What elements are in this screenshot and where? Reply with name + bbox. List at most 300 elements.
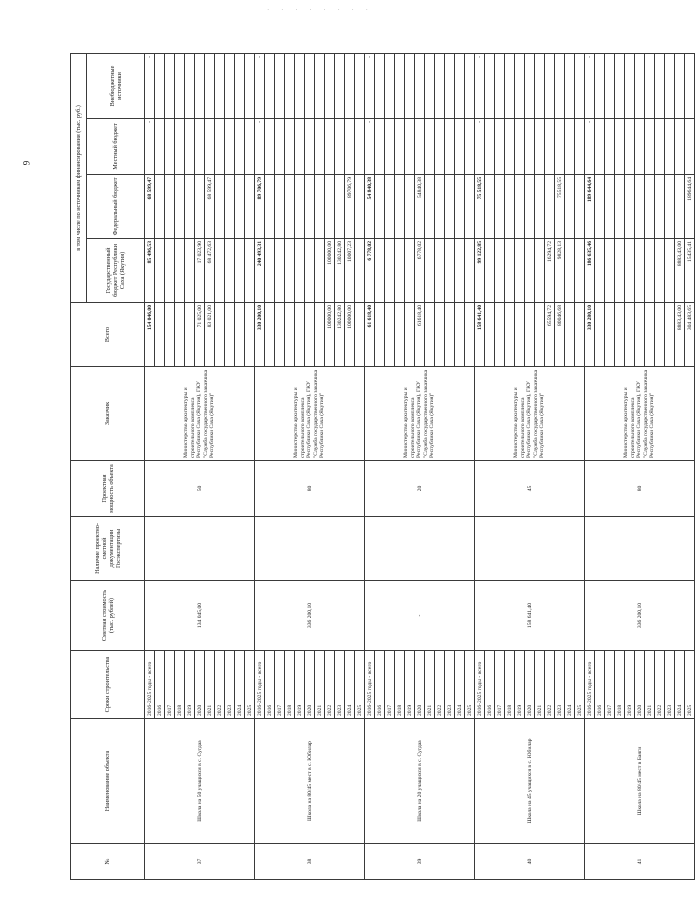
- amount-local-budget: [375, 119, 385, 175]
- amount-local-budget: [215, 119, 225, 175]
- period-cell: 2017: [275, 651, 285, 719]
- amount-federal-budget: [655, 175, 665, 239]
- amount-federal-budget: [335, 175, 345, 239]
- period-cell: 2022: [545, 651, 555, 719]
- amount-local-budget: [595, 119, 605, 175]
- period-cell: 2024: [675, 651, 685, 719]
- amount-total: [215, 303, 225, 367]
- expertise-cell: [255, 517, 365, 581]
- amount-republic-budget: 130242,80: [335, 239, 345, 303]
- amount-local-budget: [465, 119, 475, 175]
- amount-extrabudgetary: [185, 53, 195, 118]
- amount-republic-budget: [245, 239, 255, 303]
- amount-extrabudgetary: [205, 53, 215, 118]
- amount-federal-budget: 89706,79: [345, 175, 355, 239]
- period-cell: 2019: [185, 651, 195, 719]
- amount-federal-budget: [565, 175, 575, 239]
- amount-republic-budget: [235, 239, 245, 303]
- amount-republic-budget: 85 496,53: [145, 239, 155, 303]
- amount-total: [235, 303, 245, 367]
- period-cell: 2019: [625, 651, 635, 719]
- period-cell: 2019: [405, 651, 415, 719]
- budget-table: [70, 53, 695, 880]
- estimated-cost: 336 200,10: [255, 581, 365, 651]
- amount-federal-budget: [485, 175, 495, 239]
- amount-republic-budget: [455, 239, 465, 303]
- amount-republic-budget: 17 023,90: [195, 239, 205, 303]
- amount-total: [595, 303, 605, 367]
- table-body: [145, 53, 695, 879]
- amount-extrabudgetary: [165, 53, 175, 118]
- amount-republic-budget: [505, 239, 515, 303]
- amount-republic-budget: 68 472,63: [205, 239, 215, 303]
- amount-federal-budget: [245, 175, 255, 239]
- amount-republic-budget: 6 778,02: [365, 239, 375, 303]
- amount-extrabudgetary: [445, 53, 455, 118]
- amount-local-budget: [395, 119, 405, 175]
- amount-republic-budget: [155, 239, 165, 303]
- amount-federal-budget: [265, 175, 275, 239]
- amount-republic-budget: [175, 239, 185, 303]
- period-cell: 2016: [155, 651, 165, 719]
- amount-local-budget: [575, 119, 585, 175]
- amount-extrabudgetary: [615, 53, 625, 118]
- amount-extrabudgetary: [465, 53, 475, 118]
- object-name: Школа на 20 учащихся в с. Сугдаа: [365, 719, 475, 844]
- period-cell: 2020: [195, 651, 205, 719]
- amount-local-budget: [175, 119, 185, 175]
- period-cell: 2025: [355, 651, 365, 719]
- design-capacity: 45: [475, 461, 585, 517]
- period-cell: 2017: [605, 651, 615, 719]
- amount-local-budget: [185, 119, 195, 175]
- amount-total: [385, 303, 395, 367]
- design-capacity: 80: [585, 461, 695, 517]
- period-cell: 2024: [345, 651, 355, 719]
- expertise-cell: [365, 517, 475, 581]
- period-cell: 2022: [655, 651, 665, 719]
- amount-extrabudgetary: -: [255, 53, 265, 118]
- amount-total: [615, 303, 625, 367]
- amount-extrabudgetary: [355, 53, 365, 118]
- amount-total: [155, 303, 165, 367]
- header-cost: Сметная стоимость (тыс. рублей): [71, 581, 145, 651]
- object-number: 38: [255, 844, 365, 880]
- amount-federal-budget: [435, 175, 445, 239]
- amount-republic-budget: 99 122,85: [475, 239, 485, 303]
- amount-total: [455, 303, 465, 367]
- amount-total: [395, 303, 405, 367]
- amount-republic-budget: [645, 239, 655, 303]
- expertise-cell: [145, 517, 255, 581]
- amount-republic-budget: [375, 239, 385, 303]
- amount-extrabudgetary: [655, 53, 665, 118]
- amount-republic-budget: [425, 239, 435, 303]
- object-total-row: [145, 53, 155, 879]
- amount-total: 8883,43,00: [675, 303, 685, 367]
- amount-federal-budget: [155, 175, 165, 239]
- amount-total: [175, 303, 185, 367]
- amount-total: [225, 303, 235, 367]
- amount-extrabudgetary: [425, 53, 435, 118]
- amount-total: [445, 303, 455, 367]
- header-fb: Федеральный бюджет: [87, 175, 145, 239]
- period-cell: 2025: [575, 651, 585, 719]
- design-capacity: 80: [255, 461, 365, 517]
- amount-federal-budget: [215, 175, 225, 239]
- period-cell: 2022: [325, 651, 335, 719]
- amount-extrabudgetary: [645, 53, 655, 118]
- amount-total: 80046,68: [555, 303, 565, 367]
- amount-extrabudgetary: [275, 53, 285, 118]
- amount-total: [625, 303, 635, 367]
- rotated-page: [70, 54, 693, 880]
- scan-top-marks: · · · · · · · ·: [267, 6, 373, 14]
- period-cell: 2023: [225, 651, 235, 719]
- period-cell: 2023: [665, 651, 675, 719]
- amount-federal-budget: [225, 175, 235, 239]
- amount-local-budget: [325, 119, 335, 175]
- amount-local-budget: [225, 119, 235, 175]
- amount-local-budget: [435, 119, 445, 175]
- amount-federal-budget: [545, 175, 555, 239]
- period-cell: 2021: [205, 651, 215, 719]
- amount-federal-budget: 54840,38: [415, 175, 425, 239]
- amount-total: [245, 303, 255, 367]
- amount-republic-budget: 6778,02: [415, 239, 425, 303]
- amount-local-budget: [265, 119, 275, 175]
- amount-extrabudgetary: [575, 53, 585, 118]
- amount-local-budget: [345, 119, 355, 175]
- amount-republic-budget: [485, 239, 495, 303]
- amount-extrabudgetary: [525, 53, 535, 118]
- amount-local-budget: [415, 119, 425, 175]
- amount-extrabudgetary: [385, 53, 395, 118]
- expertise-cell: [475, 517, 585, 581]
- period-cell: 2020: [635, 651, 645, 719]
- amount-federal-budget: [425, 175, 435, 239]
- amount-federal-budget: [185, 175, 195, 239]
- customer-cell: Министерство архитектуры и строительного комплекса Республики Саха (Якутия), ГКУ "Служба государственного заказчика Республики Саха (Якутия)": [475, 367, 585, 461]
- amount-republic-budget: 16294,72: [545, 239, 555, 303]
- amount-extrabudgetary: [675, 53, 685, 118]
- amount-local-budget: [355, 119, 365, 175]
- amount-extrabudgetary: [455, 53, 465, 118]
- amount-total: [485, 303, 495, 367]
- amount-federal-budget: [375, 175, 385, 239]
- amount-federal-budget: [505, 175, 515, 239]
- period-cell: 2023: [335, 651, 345, 719]
- amount-extrabudgetary: [155, 53, 165, 118]
- amount-extrabudgetary: [235, 53, 245, 118]
- amount-republic-budget: 186 635,46: [585, 239, 595, 303]
- header-period: Сроки строительства: [71, 651, 145, 719]
- amount-extrabudgetary: [225, 53, 235, 118]
- amount-local-budget: [315, 119, 325, 175]
- amount-local-budget: [645, 119, 655, 175]
- amount-federal-budget: [675, 175, 685, 239]
- amount-federal-budget: [575, 175, 585, 239]
- period-cell: 2024: [565, 651, 575, 719]
- amount-local-budget: [165, 119, 175, 175]
- amount-extrabudgetary: [605, 53, 615, 118]
- amount-local-budget: [155, 119, 165, 175]
- amount-total: [605, 303, 615, 367]
- amount-extrabudgetary: [635, 53, 645, 118]
- expertise-cell: [585, 517, 695, 581]
- period-cell: 2019: [515, 651, 525, 719]
- amount-republic-budget: 8883,43,00: [675, 239, 685, 303]
- estimated-cost: 336 200,10: [585, 581, 695, 651]
- amount-local-budget: [245, 119, 255, 175]
- amount-extrabudgetary: [595, 53, 605, 118]
- amount-extrabudgetary: [295, 53, 305, 118]
- amount-total: [275, 303, 285, 367]
- amount-extrabudgetary: -: [475, 53, 485, 118]
- amount-republic-budget: [565, 239, 575, 303]
- header-capacity: Проектная мощность объекта: [71, 461, 145, 517]
- amount-local-budget: [615, 119, 625, 175]
- amount-local-budget: [635, 119, 645, 175]
- amount-extrabudgetary: [555, 53, 565, 118]
- amount-extrabudgetary: [495, 53, 505, 118]
- amount-extrabudgetary: [315, 53, 325, 118]
- amount-total: [305, 303, 315, 367]
- amount-total: 330 200,10: [255, 303, 265, 367]
- header-name: Наименование объекта: [71, 719, 145, 844]
- estimated-cost: 134 045,00: [145, 581, 255, 651]
- amount-local-budget: [455, 119, 465, 175]
- amount-federal-budget: [515, 175, 525, 239]
- amount-federal-budget: [635, 175, 645, 239]
- amount-republic-budget: [595, 239, 605, 303]
- amount-local-budget: -: [145, 119, 155, 175]
- amount-total: 154 046,00: [145, 303, 155, 367]
- amount-local-budget: [565, 119, 575, 175]
- header-group: в том числе по источникам финансирования (тыс. руб.): [71, 53, 87, 302]
- period-cell: 2023: [445, 651, 455, 719]
- amount-total: [405, 303, 415, 367]
- amount-federal-budget: [315, 175, 325, 239]
- amount-federal-budget: [595, 175, 605, 239]
- amount-republic-budget: [385, 239, 395, 303]
- design-capacity: 50: [145, 461, 255, 517]
- amount-federal-budget: [385, 175, 395, 239]
- amount-local-budget: -: [365, 119, 375, 175]
- amount-total: [465, 303, 475, 367]
- period-cell: 2021: [315, 651, 325, 719]
- period-cell: 2017: [165, 651, 175, 719]
- amount-extrabudgetary: [415, 53, 425, 118]
- period-cell: 2022: [215, 651, 225, 719]
- page-number: 9: [21, 160, 32, 166]
- amount-republic-budget: [605, 239, 615, 303]
- amount-republic-budget: 240 493,31: [255, 239, 265, 303]
- period-cell: 2021: [425, 651, 435, 719]
- amount-republic-budget: [655, 239, 665, 303]
- period-cell: 2018: [175, 651, 185, 719]
- period-cell: 2018: [285, 651, 295, 719]
- amount-republic-budget: [305, 239, 315, 303]
- amount-republic-budget: 9828,13: [555, 239, 565, 303]
- amount-total: [315, 303, 325, 367]
- amount-extrabudgetary: [435, 53, 445, 118]
- period-cell: 2024: [235, 651, 245, 719]
- period-cell: 2023: [555, 651, 565, 719]
- amount-federal-budget: [195, 175, 205, 239]
- period-cell: 2017: [385, 651, 395, 719]
- amount-federal-budget: [395, 175, 405, 239]
- amount-extrabudgetary: [345, 53, 355, 118]
- period-cell: 2022: [435, 651, 445, 719]
- amount-extrabudgetary: -: [365, 53, 375, 118]
- object-name: Школа на 80/45 мест в с. Юбилар: [255, 719, 365, 844]
- amount-federal-budget: 89 706,79: [255, 175, 265, 239]
- amount-federal-budget: [615, 175, 625, 239]
- amount-extrabudgetary: [625, 53, 635, 118]
- amount-local-budget: [665, 119, 675, 175]
- amount-republic-budget: [435, 239, 445, 303]
- amount-total: 304 483,65: [685, 303, 695, 367]
- amount-extrabudgetary: [485, 53, 495, 118]
- period-cell: 2016-2025 годы - всего: [365, 651, 375, 719]
- amount-extrabudgetary: [515, 53, 525, 118]
- period-cell: 2025: [245, 651, 255, 719]
- amount-total: [435, 303, 445, 367]
- amount-republic-budget: [275, 239, 285, 303]
- period-cell: 2020: [415, 651, 425, 719]
- amount-federal-budget: [175, 175, 185, 239]
- amount-extrabudgetary: [285, 53, 295, 118]
- period-cell: 2019: [295, 651, 305, 719]
- amount-extrabudgetary: [335, 53, 345, 118]
- amount-local-budget: [495, 119, 505, 175]
- period-cell: 2016: [265, 651, 275, 719]
- object-total-row: [255, 53, 265, 879]
- amount-federal-budget: 68 599,47: [145, 175, 155, 239]
- amount-republic-budget: [355, 239, 365, 303]
- amount-extrabudgetary: [505, 53, 515, 118]
- amount-local-budget: [505, 119, 515, 175]
- amount-republic-budget: [165, 239, 175, 303]
- amount-total: [355, 303, 365, 367]
- header-expertise: Наличие проектно-сметной документации Госэкспертизы: [71, 517, 145, 581]
- object-number: 37: [145, 844, 255, 880]
- amount-total: 65594,72: [545, 303, 555, 367]
- amount-local-budget: [425, 119, 435, 175]
- amount-republic-budget: [535, 239, 545, 303]
- object-number: 40: [475, 844, 585, 880]
- amount-extrabudgetary: [685, 53, 695, 118]
- amount-extrabudgetary: [215, 53, 225, 118]
- amount-total: 330 280,10: [585, 303, 595, 367]
- amount-republic-budget: [215, 239, 225, 303]
- period-cell: 2025: [465, 651, 475, 719]
- amount-republic-budget: [295, 239, 305, 303]
- amount-federal-budget: [495, 175, 505, 239]
- object-name: Школа на 80/45 мест в Баяги: [585, 719, 695, 844]
- amount-federal-budget: [285, 175, 295, 239]
- amount-republic-budget: [445, 239, 455, 303]
- period-cell: 2025: [685, 651, 695, 719]
- header-customer: Заказчик: [71, 367, 145, 461]
- amount-local-budget: [195, 119, 205, 175]
- amount-total: [655, 303, 665, 367]
- amount-total: 100000,00: [325, 303, 335, 367]
- object-total-row: [475, 53, 485, 879]
- amount-republic-budget: [395, 239, 405, 303]
- design-capacity: 20: [365, 461, 475, 517]
- object-number: 39: [365, 844, 475, 880]
- amount-extrabudgetary: [665, 53, 675, 118]
- amount-local-budget: -: [585, 119, 595, 175]
- amount-federal-budget: [325, 175, 335, 239]
- amount-total: 61618,40: [415, 303, 425, 367]
- amount-local-budget: [275, 119, 285, 175]
- amount-federal-budget: [465, 175, 475, 239]
- amount-total: [525, 303, 535, 367]
- estimated-cost: -: [365, 581, 475, 651]
- amount-total: [375, 303, 385, 367]
- amount-extrabudgetary: [375, 53, 385, 118]
- amount-federal-budget: [445, 175, 455, 239]
- amount-total: 100000,00: [345, 303, 355, 367]
- amount-local-budget: [675, 119, 685, 175]
- amount-republic-budget: [615, 239, 625, 303]
- period-cell: 2016-2025 годы - всего: [255, 651, 265, 719]
- amount-republic-budget: [525, 239, 535, 303]
- amount-total: 130242,80: [335, 303, 345, 367]
- amount-total: [645, 303, 655, 367]
- amount-republic-budget: [465, 239, 475, 303]
- object-number: 41: [585, 844, 695, 880]
- amount-federal-budget: 75518,55: [555, 175, 565, 239]
- amount-federal-budget: [275, 175, 285, 239]
- amount-extrabudgetary: [325, 53, 335, 118]
- amount-extrabudgetary: [265, 53, 275, 118]
- amount-federal-budget: 75 518,55: [475, 175, 485, 239]
- amount-total: [185, 303, 195, 367]
- object-name: Школа на 45 учащихся в с. Юбилар: [475, 719, 585, 844]
- amount-local-budget: [655, 119, 665, 175]
- amount-extrabudgetary: [395, 53, 405, 118]
- amount-local-budget: -: [475, 119, 485, 175]
- amount-local-budget: [485, 119, 495, 175]
- header-num: №: [71, 844, 145, 880]
- estimated-cost: 158 641,40: [475, 581, 585, 651]
- amount-republic-budget: [265, 239, 275, 303]
- amount-extrabudgetary: [535, 53, 545, 118]
- amount-local-budget: [335, 119, 345, 175]
- amount-extrabudgetary: [545, 53, 555, 118]
- period-cell: 2016-2025 годы - всего: [585, 651, 595, 719]
- period-cell: 2016: [595, 651, 605, 719]
- amount-extrabudgetary: [405, 53, 415, 118]
- period-cell: 2017: [495, 651, 505, 719]
- period-cell: 2016: [485, 651, 495, 719]
- amount-local-budget: [535, 119, 545, 175]
- period-cell: 2020: [525, 651, 535, 719]
- amount-total: 61 618,40: [365, 303, 375, 367]
- amount-total: [565, 303, 575, 367]
- amount-republic-budget: [635, 239, 645, 303]
- object-total-row: [365, 53, 375, 879]
- amount-total: 71 025,00: [195, 303, 205, 367]
- amount-republic-budget: [315, 239, 325, 303]
- customer-cell: Министерство архитектуры и строительного комплекса Республики Саха (Якутия), ГКУ "Служба государственного заказчика Республики Саха (Якутия)": [585, 367, 695, 461]
- amount-total: [665, 303, 675, 367]
- amount-total: [515, 303, 525, 367]
